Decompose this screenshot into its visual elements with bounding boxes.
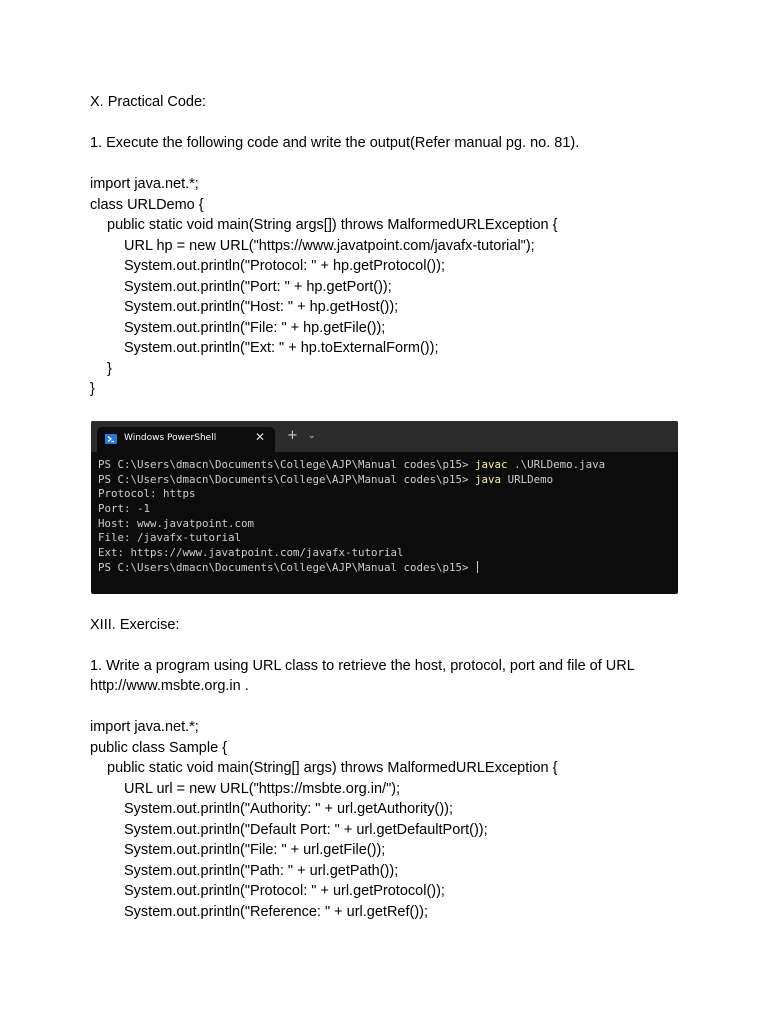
question-text: 1. Write a program using URL class to retrieve the host, protocol, port and file of URL http://www.msbte.org.in . (90, 658, 635, 694)
terminal-argument: .\URLDemo.java (514, 458, 606, 471)
terminal-output-line: Ext: https://www.javatpoint.com/javafx-tutorial (98, 546, 404, 560)
code-line: System.out.println("Host: " + hp.getHost()); (124, 299, 399, 315)
terminal-line (98, 458, 605, 473)
code-line: import java.net.*; (90, 176, 199, 192)
code-line: } (90, 381, 95, 397)
powershell-icon (105, 434, 117, 444)
tab-title: Windows PowerShell (124, 433, 217, 443)
terminal-command: javac (475, 458, 508, 471)
code-line: public static void main(String args[]) throws MalformedURLException { (107, 217, 558, 233)
terminal-tab[interactable] (97, 427, 275, 452)
terminal-output-line: Host: www.javatpoint.com (98, 516, 255, 530)
code-line: public class Sample { (90, 740, 228, 756)
code-line: } (107, 361, 112, 377)
code-line: public static void main(String[] args) throws MalformedURLException { (107, 760, 558, 776)
code-line: URL hp = new URL("https://www.javatpoint.com/javafx-tutorial"); (124, 238, 535, 254)
code-line: System.out.println("File: " + hp.getFile()); (124, 320, 386, 336)
terminal-output-line: File: /javafx-tutorial (98, 531, 242, 545)
code-line: import java.net.*; (90, 719, 199, 735)
terminal-output-line: Port: -1 (98, 502, 151, 516)
code-line: System.out.println("Default Port: " + url.getDefaultPort()); (124, 822, 488, 838)
terminal-line (98, 561, 605, 576)
code-line: System.out.println("Reference: " + url.getRef()); (124, 904, 429, 920)
text-cursor (477, 561, 478, 573)
code-line: System.out.println("File: " + url.getFile()); (124, 842, 386, 858)
new-tab-icon[interactable]: + (287, 428, 298, 443)
question-text: 1. Execute the following code and write the output(Refer manual pg. no. 81). (90, 135, 580, 151)
section-heading-exercise: XIII. Exercise: (90, 617, 180, 633)
terminal-prompt: PS C:\Users\dmacn\Documents\College\AJP\Manual codes\p15> (98, 458, 469, 471)
terminal-titlebar (91, 421, 678, 452)
code-line: System.out.println("Protocol: " + url.getProtocol()); (124, 883, 445, 899)
section-heading-practical-code: X. Practical Code: (90, 94, 207, 110)
code-line: URL url = new URL("https://msbte.org.in/"); (124, 781, 401, 797)
chevron-down-icon[interactable]: ⌄ (308, 431, 316, 441)
terminal-prompt: PS C:\Users\dmacn\Documents\College\AJP\Manual codes\p15> (98, 560, 469, 574)
code-line: System.out.println("Ext: " + hp.toExternalForm()); (124, 340, 439, 356)
terminal-prompt: PS C:\Users\dmacn\Documents\College\AJP\Manual codes\p15> (98, 472, 469, 486)
close-icon[interactable]: ✕ (255, 430, 266, 444)
terminal-command: java (475, 472, 502, 486)
code-line: System.out.println("Path: " + url.getPath()); (124, 863, 399, 879)
code-line: System.out.println("Port: " + hp.getPort()); (124, 279, 392, 295)
terminal-screenshot (91, 421, 678, 594)
terminal-line (98, 473, 605, 488)
code-line: System.out.println("Protocol: " + hp.getProtocol()); (124, 258, 445, 274)
terminal-argument: URLDemo (507, 472, 554, 486)
terminal-output-line: Protocol: https (98, 487, 196, 501)
code-line: class URLDemo { (90, 197, 204, 213)
terminal-output (98, 458, 605, 576)
code-line: System.out.println("Authority: " + url.getAuthority()); (124, 801, 454, 817)
